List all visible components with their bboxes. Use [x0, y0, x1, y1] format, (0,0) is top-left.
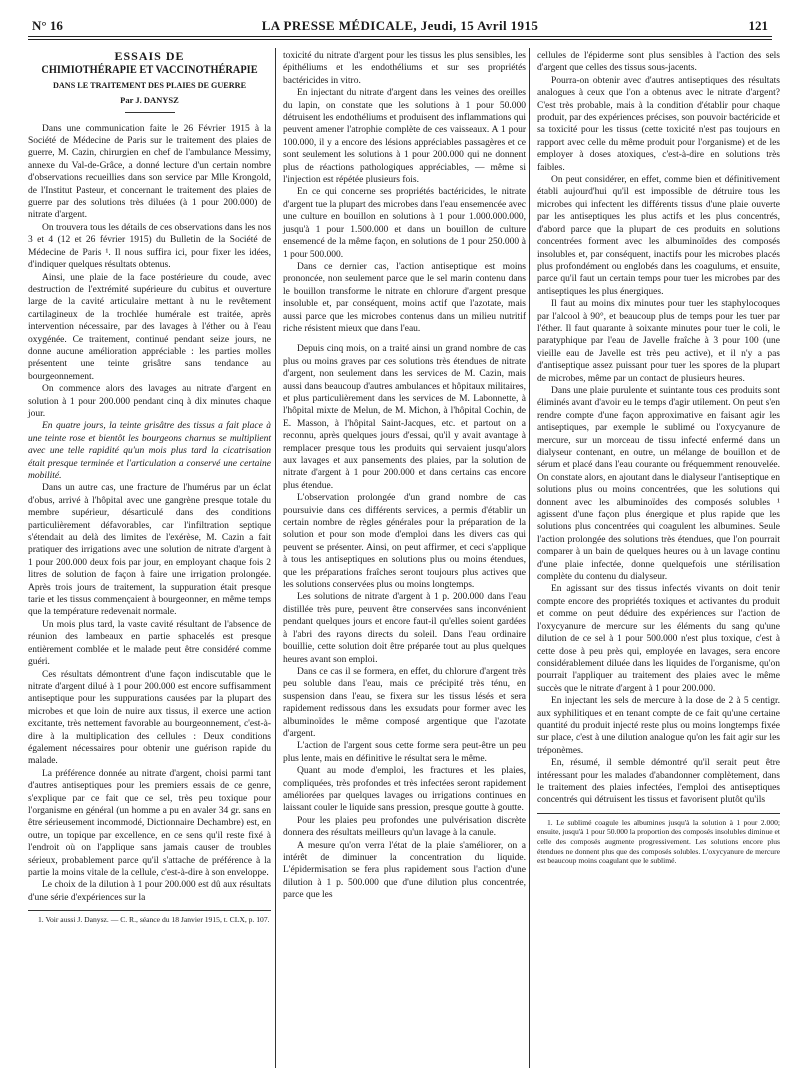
paragraph: En agissant sur des tissus infectés vivants on doit tenir compte encore des propriétés toxiques et activantes du produit et comme on peut déduire des expériences sur l'action de l'oxycyanure de mercure sur les éléments du sang qu'une dilution de ce sel à 1 pour 500.000 n'est plus toxique, c'est à cette dose à peu près qui, employée en lavages, sera encore considérablement diluée dans les liquides de l'organisme, qu'on pourrait l'appliquer au traitement des plaies avec le même succès que le nitrate d'argent à 1 pour 200.000. — [537, 584, 780, 694]
footnote — [537, 813, 780, 866]
header-rule — [28, 36, 772, 37]
paragraph: On commence alors des lavages au nitrate d'argent en solution à 1 pour 200.000 pendant cinq à dix minutes chaque jour. — [28, 384, 271, 419]
paragraph: En injectant du nitrate d'argent dans les veines des oreilles du lapin, on constate que les solutions à 1 pour 50.000 détruisent les endothéliums et produisent des inflammations qui peuvent amener l'atrophie complète de ces vaisseaux. A 1 pour 100.000, il y a encore des lésions appréciables passagères et ce sont seulement les solutions à 1 pour 200.000 qui ne donnent plus de réactions pathologiques appréciables, — même si l'injection est répétée plusieurs fois. — [283, 88, 526, 186]
paragraph: Ces résultats démontrent d'une façon indiscutable que le nitrate d'argent dilué à 1 pour 200.000 est encore suffisamment antiseptique pour les suppurations causées par la plupart des microbes et que loin de nuire aux tissus, il exerce une action excitante, très nettement favorable au bourgeonnement, c'est-à-dire à la multiplication des cellules : Deux conditions également nécessaires pour obtenir une guérison rapide du malade. — [28, 669, 271, 767]
header-rule-double — [28, 39, 772, 40]
paragraph: Un mois plus tard, la vaste cavité résultant de l'absence de réunion des lambeaux en partie sphacelés est presque entièrement comblée et le malade peut être considéré comme guéri. — [28, 619, 271, 668]
article-subtitle: DANS LE TRAITEMENT DES PLAIES DE GUERRE — [52, 80, 247, 90]
column-divider — [275, 48, 276, 1068]
paragraph: En, résumé, il semble démontré qu'il serait peut être intéressant pour les malades d'abandonner complètement, dans le traitement des plaies infectées, l'emploi des antiseptiques concentrés qui détruisent les tissus et favorisent plutôt qu'ils — [537, 758, 780, 806]
paragraph: Dans ce dernier cas, l'action antiseptique est moins prononcée, non seulement parce que le sel marin contenu dans le bouillon transforme le nitrate en chlorure d'argent presque insoluble et, par conséquent, moins actif que l'azotate, mais aussi parce que les microbes contenus dans un milieu nutritif riche résistent mieux que dans l'eau. — [283, 261, 526, 334]
paragraph: Pourra-on obtenir avec d'autres antiseptiques des résultats analogues à ceux que l'on a obtenus avec le nitrate d'argent? C'est très probable, mais à la condition d'établir pour chaque produit, par des expériences précises, son pouvoir bactéricide et sa toxicité pour les tissus (cette toxicité n'est pas toujours en rapport avec celle du même produit pour l'organisme) et de les employer à doses atoxiques, c'est-à-dire en solutions très faibles. — [537, 75, 780, 173]
paragraph-italic: En quatre jours, la teinte grisâtre des tissus a fait place à une teinte rose et bientôt les bourgeons charnus se multiplient avec une telle rapidité qu'un mois plus tard la cicatrisation était presque terminée et l'articulation a conservé une certaine mobilité. — [28, 421, 271, 481]
article-title: CHIMIOTHÉRAPIE ET VACCINOTHÉRAPIE — [41, 64, 258, 77]
paragraph: cellules de l'épiderme sont plus sensibles à l'action des sels d'argent que celles des tissus sous-jacents. — [537, 51, 780, 74]
paragraph: En ce qui concerne ses propriétés bactéricides, le nitrate d'argent tue la plupart des microbes dans l'eau ensemencée avec une culture en bouillon en solutions à 1 pour 1.000.000.000, jusqu'à 1 pour 1.500.000 et dans un bouillon de culture ensemencé de la même façon, en solutions de 1 pour 250.000 à 1 pour 500.000. — [283, 187, 526, 260]
article-author: Par J. DANYSZ — [120, 95, 179, 106]
paragraph: Dans une communication faite le 26 Février 1915 à la Société de Médecine de Paris sur le traitement des plaies de guerre, M. Cazin, chirurgien en chef de l'ambulance Messimy, annexe du Val-de-Grâce, a donné lecture d'un certain nombre d'observations recueillies dans son service par Mlle Krongold, de l'Institut Pasteur, et concernant le traitement des plaies de guerre par des solutions très diluées (à 1 pour 200.000) de nitrate d'argent. — [28, 123, 271, 221]
footnote — [28, 910, 271, 925]
footnote-text: 1. Le sublimé coagule les albumines jusqu'à la solution à 1 pour 2.000; ensuite, jusqu'à 1 pour 50.000 la proportion des composés insolubles diminue et celle des composés augmente progressivement. Les solutions encore plus étendues ne donnent plus que des composés solubles. L'oxycyanure de mercure est beaucoup moins coagulant que le sublimé. — [537, 817, 780, 866]
paragraph: Le choix de la dilution à 1 pour 200.000 est dû aux résultats d'une série d'expériences sur la — [28, 880, 271, 903]
paragraph: Pour les plaies peu profondes une pulvérisation discrète donnera des résultats meilleurs qu'un lavage à la canule. — [283, 815, 526, 839]
paragraph: Il faut au moins dix minutes pour tuer les staphylocoques par l'alcool à 90°, et beaucoup plus de temps pour les tuer par l'éther. Il faut quarante à soixante minutes pour tuer le coli, le paratyphique par l'eau de Javelle fraîche à 3 pour 100 (une vieille eau de Javelle est très peu active), et il n'y a pas d'antiseptique assez puissant pour tuer les spores de la plupart de microbes, même par un contact de plusieurs heures. — [537, 299, 780, 384]
paragraph: En injectant les sels de mercure à la dose de 2 à 5 centigr. aux syphilitiques et en tenant compte de ce fait qu'une certaine quantité du produit injecté reste plus ou moins longtemps fixée sur place, c'est à une dilution analogue qu'on les fait agir sur les tréponèmes. — [537, 696, 780, 756]
column-2 — [283, 50, 526, 902]
journal-title: LA PRESSE MÉDICALE, Jeudi, 15 Avril 1915 — [261, 18, 539, 33]
article-title-block — [28, 50, 271, 113]
paragraph: Depuis cinq mois, on a traité ainsi un grand nombre de cas plus ou moins graves par ces solutions très étendues de nitrate d'argent, non seulement dans les services de M. Cazin, mais aussi dans beaucoup d'autres ambulances et hôpitaux militaires, et plus particulièrement dans les services de M. Labonnette, à l'hôpital mixte de Melun, de M. Michon, à l'hôpital Cochin, de E. Masson, à l'hôpital Saint-Jacques, etc. et partout on a reconnu, après quelques jours d'essai, qu'il y avait avantage à remplacer presque tous les produits qui servaient jusqu'alors aux lavages et aux pansements des plaies, par la solution de nitrate d'argent à 1 pour 200.000 et dans certains cas encore plus étendue. — [283, 344, 526, 491]
paragraph: L'observation prolongée d'un grand nombre de cas poursuivie dans ces différents services, a permis d'établir un certain nombre de règles générales pour la préparation de la solution et pour son mode d'emploi dans les divers cas qui peuvent se présenter. Ainsi, on peut affirmer, et ceci s'applique à tous les antiseptiques en solutions plus ou moins étendues, que les préparations fraîches seront toujours plus actives que les solutions conservées plus ou moins longtemps. — [283, 493, 526, 591]
paragraph: toxicité du nitrate d'argent pour les tissus les plus sensibles, les épithéliums et les endothéliums et sur ses propriétés bactéricides in vitro. — [283, 51, 526, 86]
paragraph: On peut considérer, en effet, comme bien et définitivement établi aujourd'hui qu'il est impossible de détruire tous les microbes qui infectent les différents tissus d'une plaie ouverte par les antiseptiques les plus actifs et les plus concentrés, d'abord parce que la plupart de ces produits en solutions concentrées forment avec les albuminoïdes des composés insolubles et, par conséquent, inactifs pour les microbes placés plus profondément ou englobés dans les coagulums, et ensuite, parce qu'il faut un certain temps pour tuer les microbes par des antiseptiques les plus énergiques. — [537, 175, 780, 297]
column-divider — [529, 48, 530, 1068]
paragraph: Ainsi, une plaie de la face postérieure du coude, avec destruction de l'extrémité supérieure du cubitus et ouverture large de la cavité articulaire mettant à nu le revêtement cartilagineux de la trochlée humérale est traitée, après intervention nécessaire, par des lavages à l'éther ou à l'eau oxygénée. Ce traitement, continué pendant seize jours, ne donne aucune amélioration appréciable : les parties molles présentent une teinte grisâtre sans tendance au bourgeonnement. — [28, 272, 271, 382]
column-1 — [28, 50, 271, 925]
paragraph: Dans une plaie purulente et suintante tous ces produits sont éliminés avant d'avoir eu le temps d'agir utilement. On peut s'en rendre compte d'une façon approximative en faisant agir les antiseptiques, par exemple le sublimé ou l'oxycyanure de mercure, sur un morceau de tissu infecté enfermé dans un dialyseur contenant, en outre, un mélange de bouillon et de sérum et placé dans l'eau courante ou fréquemment renouvelée. On constate alors, en ajoutant dans le dialyseur l'antiseptique en solutions plus ou moins concentrées, que les solutions qui donnent avec les albuminoïdes des composés solubles ¹ agissent d'une façon plus énergique et plus rapide que les solutions plus concentrées qui coagulent les albumines. Seule l'action prolongée des solutions très étendues, que l'on pourrait comparer à un bain de quelques heures ou à un lavage continu d'une plaie infectée, donne quelquefois une stérilisation complète du contenu du dialyseur. — [537, 385, 780, 583]
paragraph: On trouvera tous les détails de ces observations dans les nos 3 et 4 (12 et 26 février 1915) du Bulletin de la Société de Médecine de Paris ¹. Il nous suffira ici, pour fixer les idées, d'indiquer quelques résultats obtenus. — [28, 222, 271, 271]
paragraph: L'action de l'argent sous cette forme sera peut-être un peu plus lente, mais en définitive le résultat sera le même. — [283, 741, 526, 764]
footnote-text: 1. Voir aussi J. Danysz. — C. R., séance du 18 Janvier 1915, t. CLX, p. 107. — [38, 915, 270, 925]
paragraph: Dans ce cas il se formera, en effet, du chlorure d'argent très peu soluble dans l'eau, mais ce précipité très ténu, en suspension dans l'eau, se fixera sur les tissus lésés et sera rapidement redissous dans les exsudats pour former avec les albuminoïdes le même composé argentique que l'azotate d'argent. — [283, 666, 526, 739]
page-number: 121 — [748, 18, 768, 33]
paragraph: Dans un autre cas, une fracture de l'humérus par un éclat d'obus, arrivé à l'hôpital avec une gangrène presque totale du membre supérieur, désarticulé dans des conditions particulièrement défavorables, car l'infiltration septique s'étendait au delà des limites de l'exérèse, M. Cazin a fait pratiquer des irrigations avec une solution de nitrate d'argent à 1 pour 200.000 deux fois par jour, en employant chaque fois 2 litres de solution de façon à faire une irrigation prolongée. Après trois jours de traitement, la suppuration était presque tarie et les tissus commençaient à bourgeonner, en même temps que la température redevenait normale. — [28, 483, 271, 618]
paragraph: Les solutions de nitrate d'argent à 1 p. 200.000 dans l'eau distillée très pure, peuvent être conservées sans inconvénient pendant quelques jours et encore faut-il qu'elles soient gardées à l'abri des rayons directs du soleil. Dans l'eau ordinaire bouillie, cette solution doit être préparée tout au plus quelques heures avant son emploi. — [283, 592, 526, 665]
article-kicker: ESSAIS DE — [114, 49, 185, 63]
paragraph: Quant au mode d'emploi, les fractures et les plaies, compliquées, très profondes et très infectées seront rapidement améliorées par quelques lavages ou irrigations continues en laissant couler le liquide sans pression, presque goutte à goutte. — [283, 766, 526, 814]
title-separator — [125, 112, 175, 113]
paragraph: La préférence donnée au nitrate d'argent, choisi parmi tant d'autres antiseptiques pour les premiers essais de ce genre, s'explique par ce fait que ce sel, très peu toxique pour l'organisme en général (un homme a pu en avaler 34 gr. sans en être sérieusement incommodé, Dictionnaire Dechambre) est, en outre, un topique par excellence, en ce sens qu'il reste fixé à l'endroit où on l'applique sans jamais causer de troubles sérieux, probablement parce qu'il s'attache de préférence à la partie la moins vitale de la cellule, c'est-à-dire à son enveloppe. — [28, 768, 271, 878]
column-3 — [537, 50, 780, 866]
paragraph: A mesure qu'on verra l'état de la plaie s'améliorer, on a intérêt de diminuer la concentration du liquide. L'épidermisation se fera plus rapidement sous l'action d'une dilution à 1 p. 500.000 que d'une dilution plus concentrée, parce que les — [283, 840, 526, 901]
issue-number: N° 16 — [32, 18, 63, 33]
